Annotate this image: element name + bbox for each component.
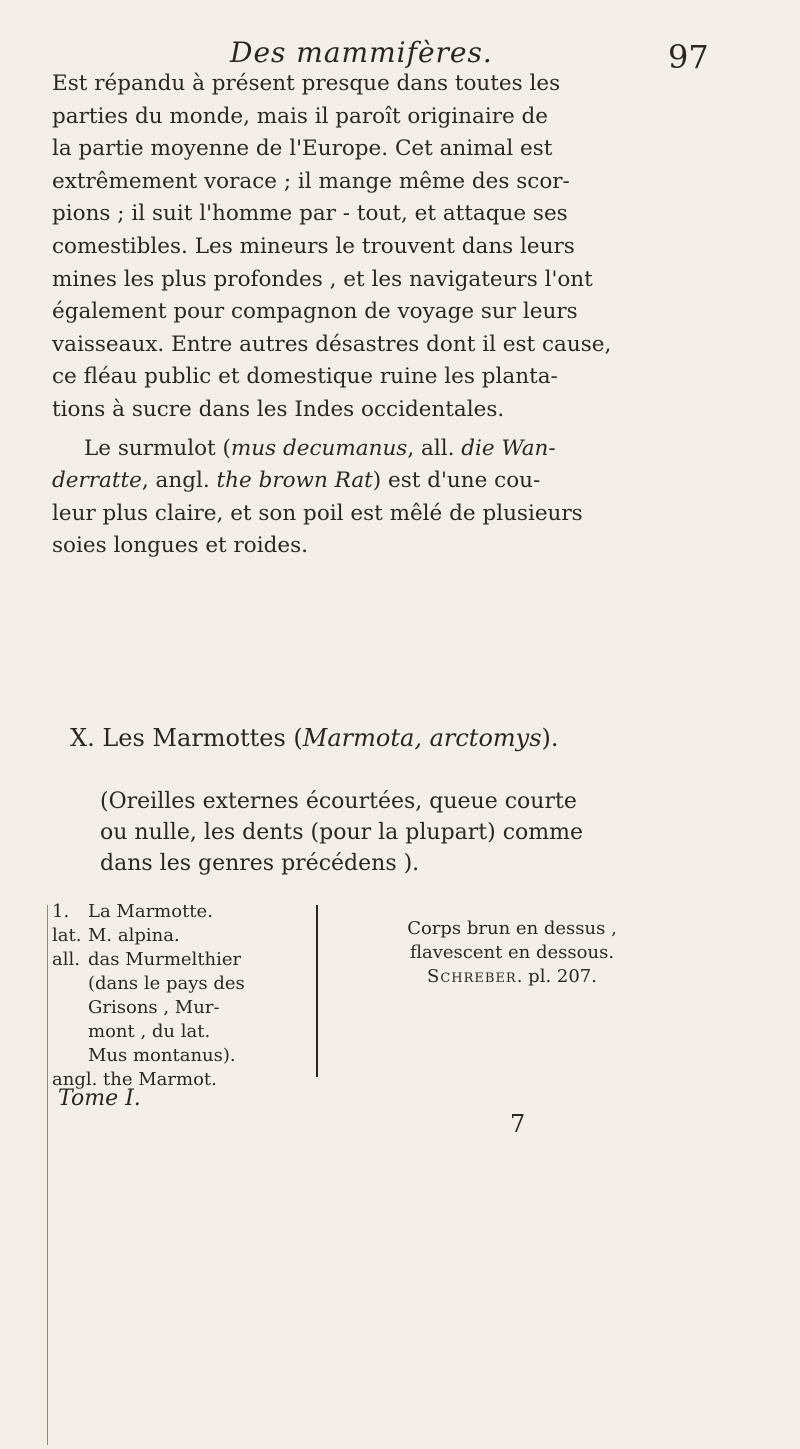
species-note: Grisons , Mur- xyxy=(88,997,220,1018)
species-note: (dans le pays des xyxy=(88,973,245,994)
text-line: Est répandu à présent presque dans toutes les xyxy=(52,71,561,96)
english-name: angl. the Marmot. xyxy=(52,1069,217,1090)
latin-abbr: lat. xyxy=(52,925,82,946)
text-line: vaisseaux. Entre autres désastres dont il est cause, xyxy=(52,331,612,357)
text-line: Le surmulot (mus decumanus, all. die Wan- xyxy=(84,435,556,461)
column-divider xyxy=(316,905,318,1077)
note-line: dans les genres précédens ). xyxy=(100,851,420,876)
text-line: la partie moyenne de l'Europe. Cet animal est xyxy=(52,136,553,162)
text-line: ce fléau public et domestique ruine les planta- xyxy=(52,364,558,390)
reference-author: Schreber xyxy=(427,966,517,987)
text-line: leur plus claire, et son poil est mêlé de plusieurs xyxy=(52,500,583,526)
species-description xyxy=(322,917,702,989)
species-row xyxy=(52,924,312,948)
text-line: comestibles. Les mineurs le trouvent dans leurs xyxy=(52,233,575,259)
paragraph-2 xyxy=(52,433,712,563)
latin-name: M. alpina. xyxy=(88,925,180,946)
volume-label: Tome I. xyxy=(58,1086,141,1111)
text-line: extrêmement vorace ; il mange même des scor- xyxy=(52,168,570,194)
signature-mark: 7 xyxy=(510,1110,526,1138)
section-heading: X. Les Marmottes (Marmota, arctomys). xyxy=(70,724,559,752)
page-number: 97 xyxy=(668,38,709,76)
text-line: tions à sucre dans les Indes occidentales. xyxy=(52,396,505,422)
species-note: Mus montanus). xyxy=(88,1045,236,1066)
species-row xyxy=(52,948,312,972)
species-name: La Marmotte. xyxy=(88,901,213,922)
german-abbr: all. xyxy=(52,949,80,970)
text-line: parties du monde, mais il paroît originaire de xyxy=(52,103,549,129)
species-note: mont , du lat. xyxy=(88,1021,211,1042)
note-line: (Oreilles externes écourtées, queue courte xyxy=(100,789,577,814)
body-text xyxy=(52,68,712,563)
section-note xyxy=(100,786,720,879)
running-title: Des mammifères. xyxy=(230,36,493,69)
text-line: mines les plus profondes , et les navigateurs l'ont xyxy=(52,266,593,292)
german-name: das Murmelthier xyxy=(88,949,242,970)
species-names xyxy=(52,900,312,1092)
text-line: derratte, angl. the brown Rat) est d'une cou- xyxy=(52,468,541,494)
note-line: ou nulle, les dents (pour la plupart) comme xyxy=(100,820,584,845)
paragraph-1 xyxy=(52,68,712,427)
text-line: soies longues et roides. xyxy=(52,533,308,559)
description-line: Corps brun en dessus , xyxy=(407,918,617,939)
reference xyxy=(322,965,702,989)
text-line: également pour compagnon de voyage sur leurs xyxy=(52,299,578,325)
margin-rule xyxy=(47,905,48,1445)
text-line: pions ; il suit l'homme par - tout, et attaque ses xyxy=(52,201,568,227)
species-number: 1. xyxy=(52,901,70,922)
description-line: flavescent en dessous. xyxy=(409,942,615,963)
reference-plate: . pl. 207. xyxy=(516,966,597,987)
species-row xyxy=(52,900,312,924)
